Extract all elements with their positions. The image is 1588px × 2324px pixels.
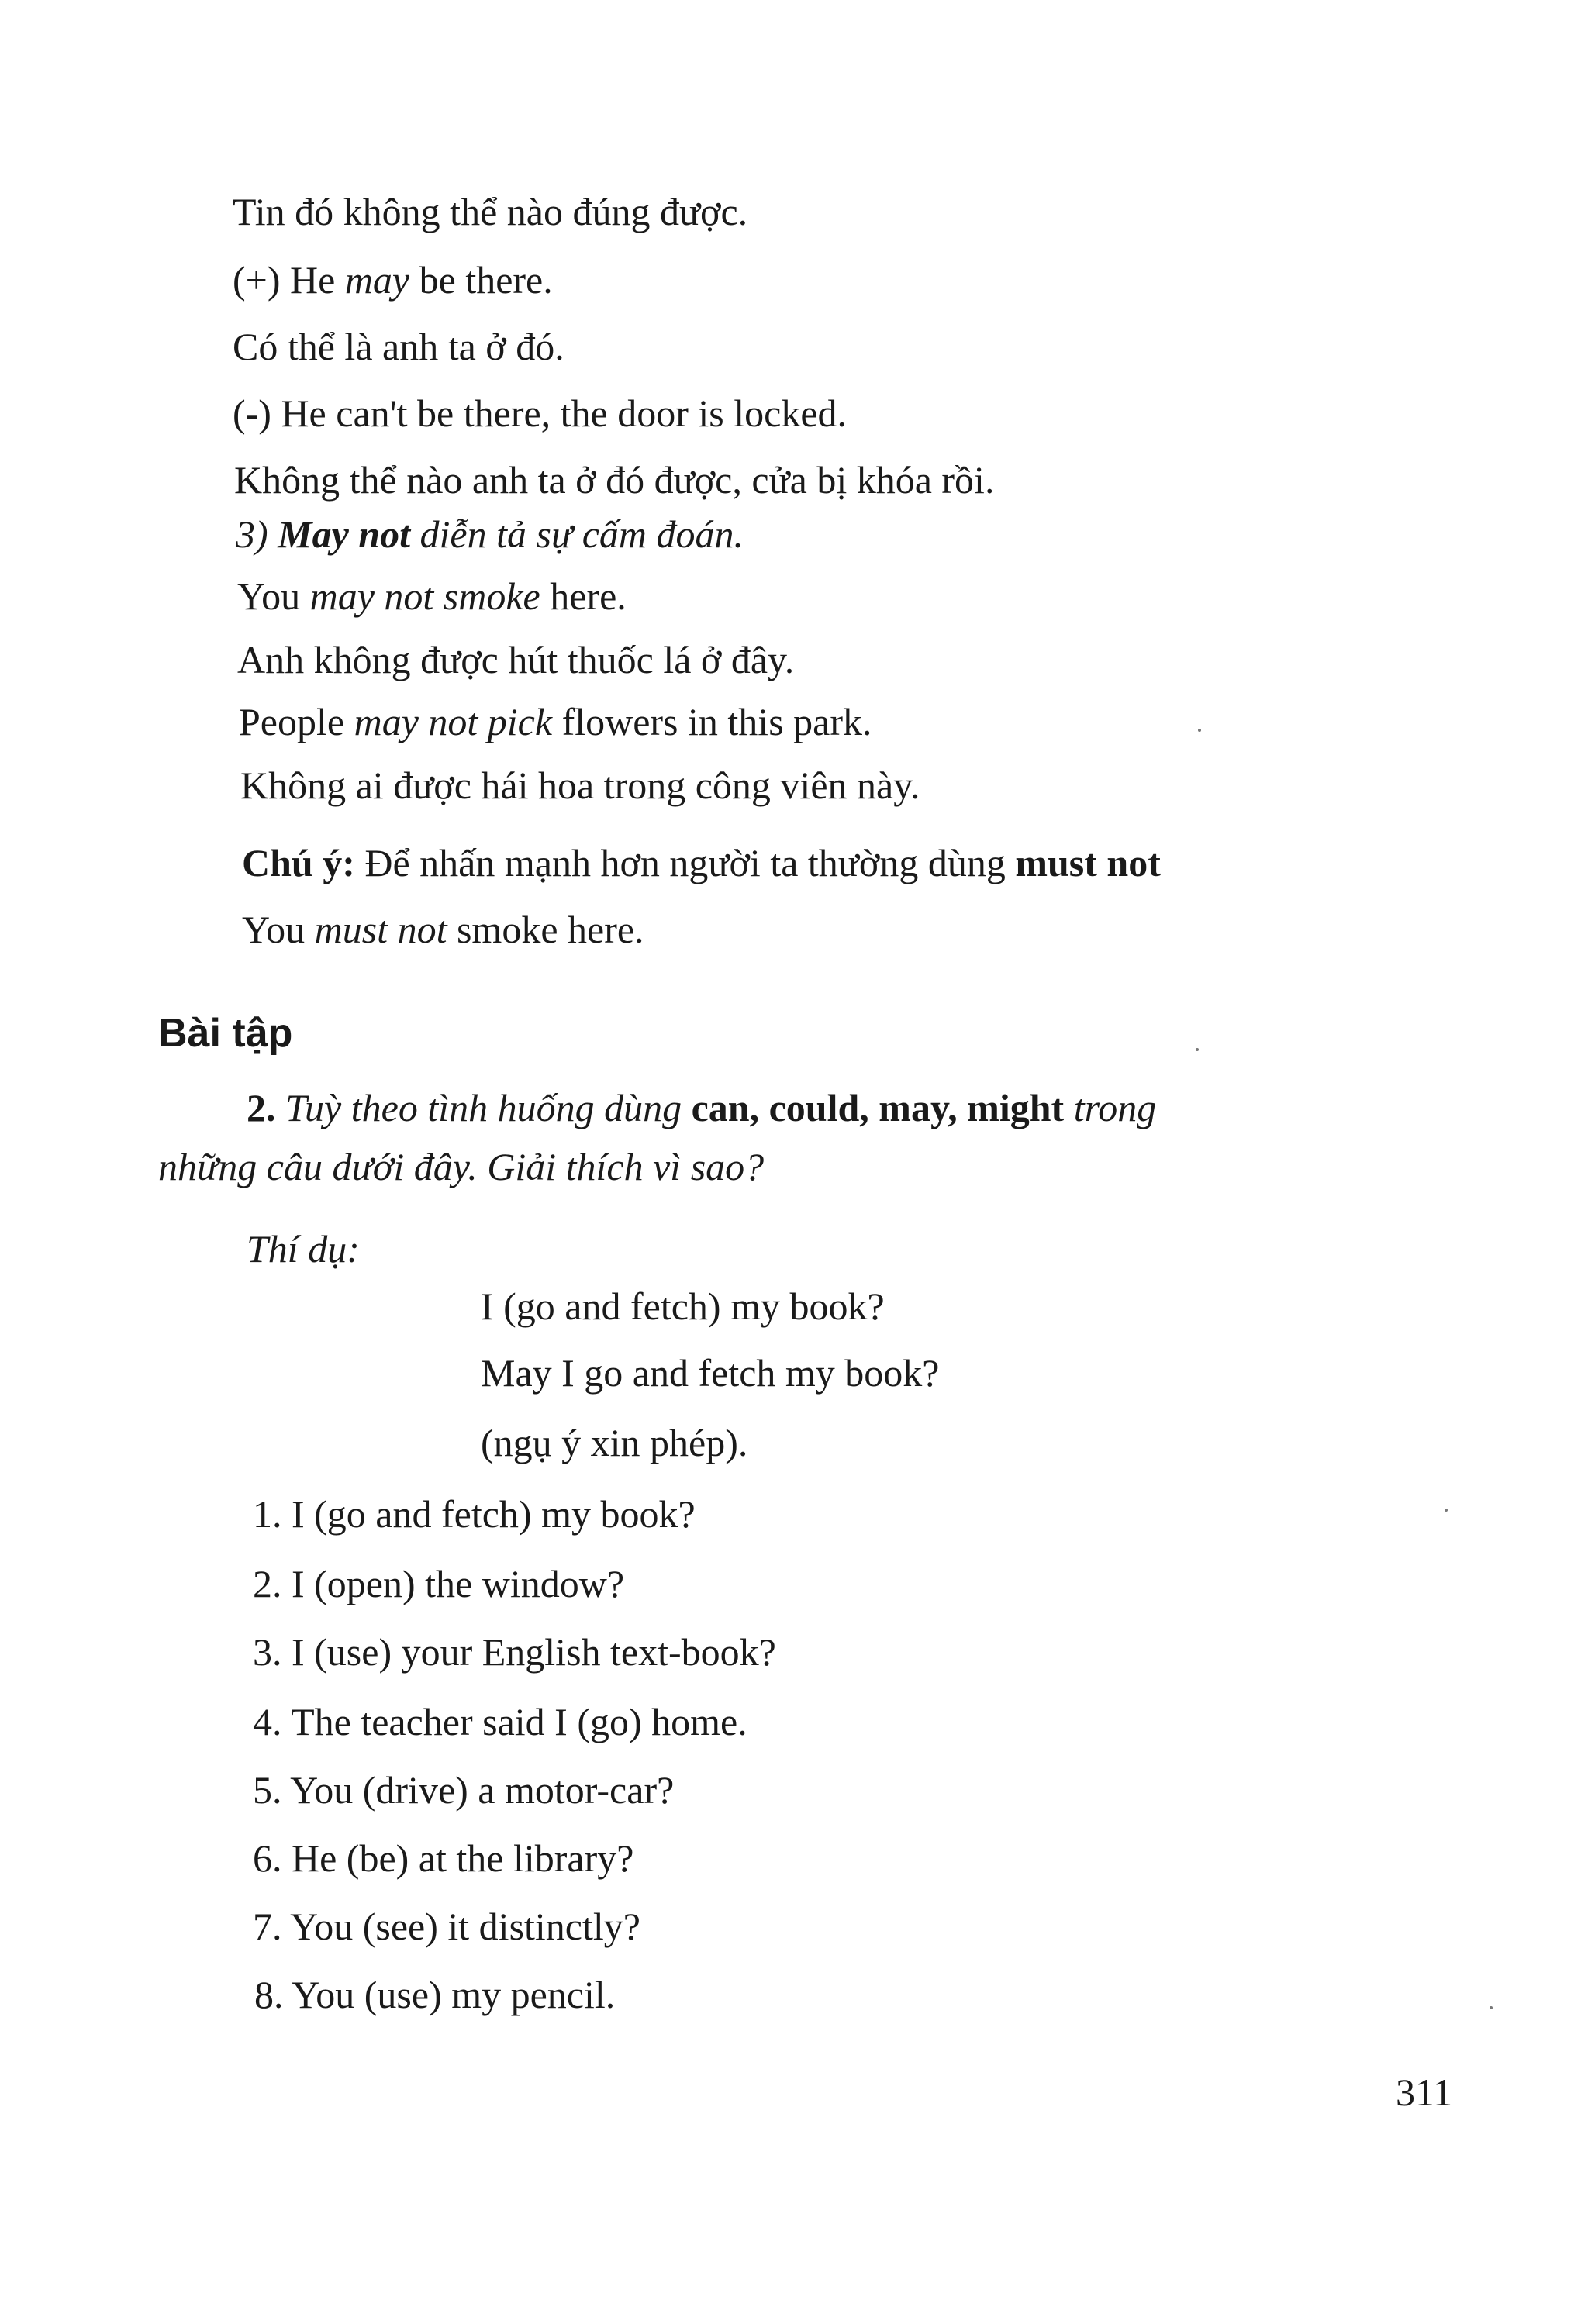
translation-line: Có thể là anh ta ở đó. bbox=[233, 325, 564, 368]
note-text: Để nhấn mạnh hơn người ta thường dùng bbox=[354, 841, 1016, 884]
exercise-item: 3. I (use) your English text-book? bbox=[253, 1630, 776, 1674]
exercise-item: 6. He (be) at the library? bbox=[253, 1836, 634, 1880]
scan-speck bbox=[1198, 729, 1201, 732]
text-span: You bbox=[242, 908, 315, 951]
text-line: Tin đó không thể nào đúng được. bbox=[233, 190, 748, 233]
scan-speck bbox=[1490, 2006, 1493, 2009]
example-line: May I go and fetch my book? bbox=[481, 1351, 940, 1395]
example-sentence bbox=[237, 572, 627, 620]
text-span: (+) He bbox=[233, 258, 345, 302]
text-span: People bbox=[239, 700, 354, 743]
modal-verbs: can, could, may, might bbox=[691, 1086, 1065, 1129]
exercise-instruction-cont: những câu dưới đây. Giải thích vì sao? bbox=[158, 1145, 765, 1188]
rule-number: 3) bbox=[236, 512, 278, 556]
exercise-item: 4. The teacher said I (go) home. bbox=[253, 1700, 747, 1743]
italic-span: may not smoke bbox=[309, 574, 540, 618]
translation-line: Không thể nào anh ta ở đó được, cửa bị khóa rồi. bbox=[234, 458, 995, 502]
section-heading: Bài tập bbox=[158, 1011, 293, 1056]
exercise-item: 5. You (drive) a motor-car? bbox=[253, 1768, 675, 1812]
italic-span: trong bbox=[1064, 1086, 1157, 1129]
italic-span: must not bbox=[314, 908, 447, 951]
italic-span: may bbox=[344, 258, 410, 302]
italic-span: Tuỳ theo tình huống dùng bbox=[275, 1086, 692, 1129]
exercise-item: 2. I (open) the window? bbox=[253, 1562, 625, 1605]
italic-span: may not pick bbox=[354, 700, 553, 743]
page-number: 311 bbox=[1396, 2071, 1453, 2114]
example-label: Thí dụ: bbox=[247, 1227, 360, 1271]
exercise-item: 8. You (use) my pencil. bbox=[254, 1973, 616, 2016]
text-span: be there. bbox=[409, 258, 553, 302]
exercise-item: 1. I (go and fetch) my book? bbox=[253, 1492, 696, 1536]
example-sentence: (-) He can't be there, the door is locked. bbox=[233, 391, 848, 435]
scan-speck bbox=[1445, 1509, 1448, 1512]
translation-line: Không ai được hái hoa trong công viên này. bbox=[240, 764, 920, 807]
text-span: You bbox=[237, 574, 310, 618]
example-sentence bbox=[233, 256, 553, 304]
example-sentence bbox=[239, 698, 872, 746]
translation-line: Anh không được hút thuốc lá ở đây. bbox=[237, 638, 795, 681]
note-label: Chú ý: bbox=[242, 841, 355, 884]
rule-text: diễn tả sự cấm đoán. bbox=[410, 512, 744, 556]
scan-speck bbox=[1196, 1048, 1199, 1051]
text-span: smoke here. bbox=[447, 908, 644, 951]
rule-keyword: May not bbox=[278, 512, 411, 556]
example-line: I (go and fetch) my book? bbox=[481, 1284, 885, 1328]
example-sentence bbox=[242, 905, 644, 953]
note-line bbox=[242, 839, 1161, 887]
note-keyword: must not bbox=[1015, 841, 1161, 884]
text-span: flowers in this park. bbox=[552, 700, 872, 743]
exercise-number: 2. bbox=[247, 1086, 276, 1129]
text-span: here. bbox=[540, 574, 627, 618]
example-line: (ngụ ý xin phép). bbox=[481, 1421, 748, 1464]
exercise-instruction bbox=[247, 1084, 1156, 1132]
rule-heading bbox=[236, 510, 744, 558]
exercise-item: 7. You (see) it distinctly? bbox=[253, 1905, 640, 1948]
